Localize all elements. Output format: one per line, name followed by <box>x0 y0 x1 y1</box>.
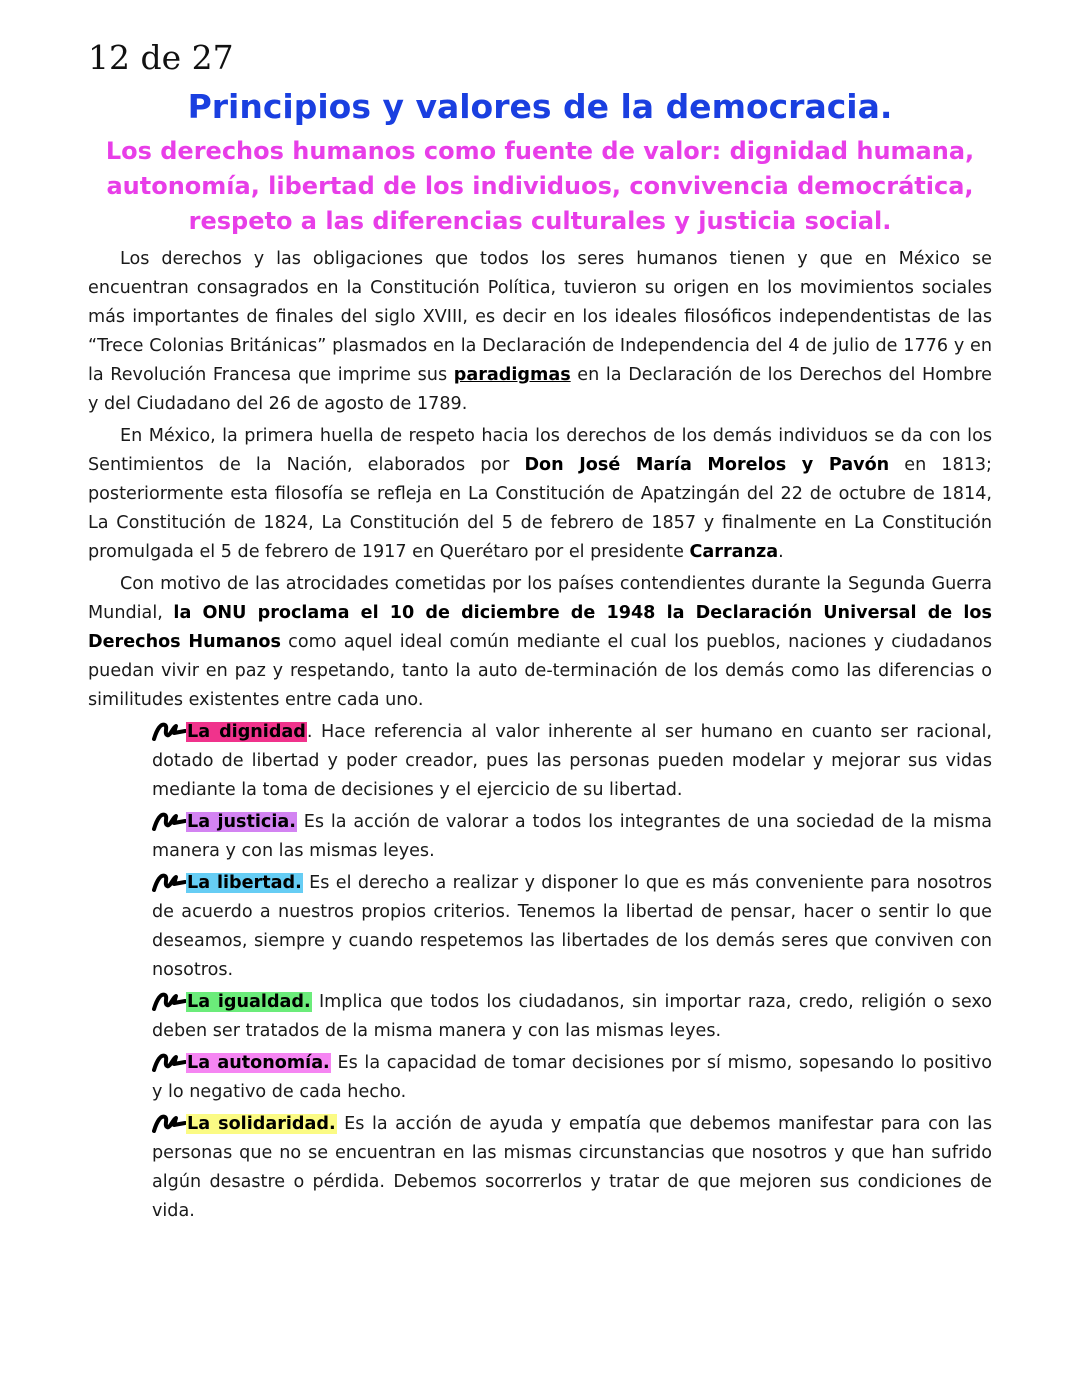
value-term: La autonomía. <box>187 1053 330 1073</box>
value-term: La solidaridad. <box>187 1114 336 1134</box>
paragraph <box>88 570 992 715</box>
value-description: Es el derecho a realizar y disponer lo que es más conveniente para nosotros de acuerdo a nuestros propios criterios. Tenemos la libertad de pensar, hacer o sentir lo que deseamos, siempre y cuando respetemos las libertades de los demás seres que conviven con nosotros. <box>152 873 992 980</box>
scribble-bullet-icon <box>152 1050 186 1072</box>
value-term: La libertad. <box>187 873 302 893</box>
value-description: Es la acción de valorar a todos los integrantes de una sociedad de la misma manera y con las mismas leyes. <box>152 812 992 861</box>
page-subtitle: Los derechos humanos como fuente de valor: dignidad humana, autonomía, libertad de los individuos, convivencia democrática, respeto a las diferencias culturales y justicia social. <box>105 137 975 235</box>
bold-text: paradigmas <box>453 365 571 385</box>
value-term: La igualdad. <box>187 992 311 1012</box>
bold-text: la ONU proclama el 10 de diciembre de 1948 la Declaración Universal de los Derechos Humanos <box>88 603 992 652</box>
value-description: . Hace referencia al valor inherente al ser humano en cuanto ser racional, dotado de libertad y poder creador, pues las personas pueden modelar y mejorar sus vidas mediante la toma de decisiones y el ejercicio de su libertad. <box>152 722 992 800</box>
values-list <box>88 718 992 1226</box>
value-term: La dignidad <box>187 722 306 742</box>
text-segment: como aquel ideal común mediante el cual los pueblos, naciones y ciudadanos puedan vivir en paz y respetando, tanto la auto de-terminación de los demás como las diferencias o similitudes existentes entre cada uno. <box>88 632 992 710</box>
bold-text: Carranza <box>689 542 779 562</box>
paragraph <box>88 422 992 567</box>
value-description: Es la capacidad de tomar decisiones por sí mismo, sopesando lo positivo y lo negativo de cada hecho. <box>152 1053 992 1102</box>
value-description: Implica que todos los ciudadanos, sin importar raza, credo, religión o sexo deben ser tratados de la misma manera y con las mismas leyes. <box>152 992 992 1041</box>
value-item <box>152 808 992 866</box>
value-item <box>152 718 992 805</box>
scribble-bullet-icon <box>152 809 186 831</box>
value-item <box>152 988 992 1046</box>
value-term: La justicia. <box>187 812 296 832</box>
text-segment: . <box>778 542 784 562</box>
value-description: Es la acción de ayuda y empatía que debemos manifestar para con las personas que no se encuentran en las mismas circunstancias que nosotros y que han sufrido algún desastre o pérdida. Debemos socorrerlos y tratar de que mejoren sus condiciones de vida. <box>152 1114 993 1221</box>
scribble-bullet-icon <box>152 1111 186 1133</box>
intro-paragraphs <box>88 245 992 715</box>
scribble-bullet-icon <box>152 989 186 1011</box>
bold-text: Don José María Morelos y Pavón <box>524 455 890 475</box>
document-body <box>88 245 992 1226</box>
value-item <box>152 1049 992 1107</box>
text-segment: Los derechos y las obligaciones que todos los seres humanos tienen y que en México se encuentran consagrados en la Constitución Política, tuvieron su origen en los movimientos sociales más importantes de finales del siglo XVIII, es decir en los ideales filosóficos independentistas de las “Trece Colonias Británicas” plasmados en la Declaración de Independencia del 4 de julio de 1776 y en la Revolución Francesa que imprime sus <box>88 249 992 385</box>
scribble-bullet-icon <box>152 719 186 741</box>
value-item <box>152 1110 992 1226</box>
text-segment: Con motivo de las atrocidades cometidas por los países contendientes durante la Segunda Guerra Mundial, <box>88 574 992 623</box>
page-title: Principios y valores de la democracia. <box>187 87 893 126</box>
text-segment: en la Declaración de los Derechos del Hombre y del Ciudadano del 26 de agosto de 1789. <box>88 365 992 414</box>
text-segment: en 1813; posteriormente esta filosofía se refleja en La Constitución de Apatzingán del 22 de octubre de 1814, La Constitución de 1824, La Constitución del 5 de febrero de 1857 y finalmente en La Constitución promulgada el 5 de febrero de 1917 en Querétaro por el presidente <box>88 455 992 562</box>
scribble-bullet-icon <box>152 870 186 892</box>
value-item <box>152 869 992 985</box>
paragraph <box>88 245 992 419</box>
page-number: 12 de 27 <box>88 38 234 77</box>
text-segment: En México, la primera huella de respeto hacia los derechos de los demás individuos se da con los Sentimientos de la Nación, elaborados por <box>88 426 992 475</box>
